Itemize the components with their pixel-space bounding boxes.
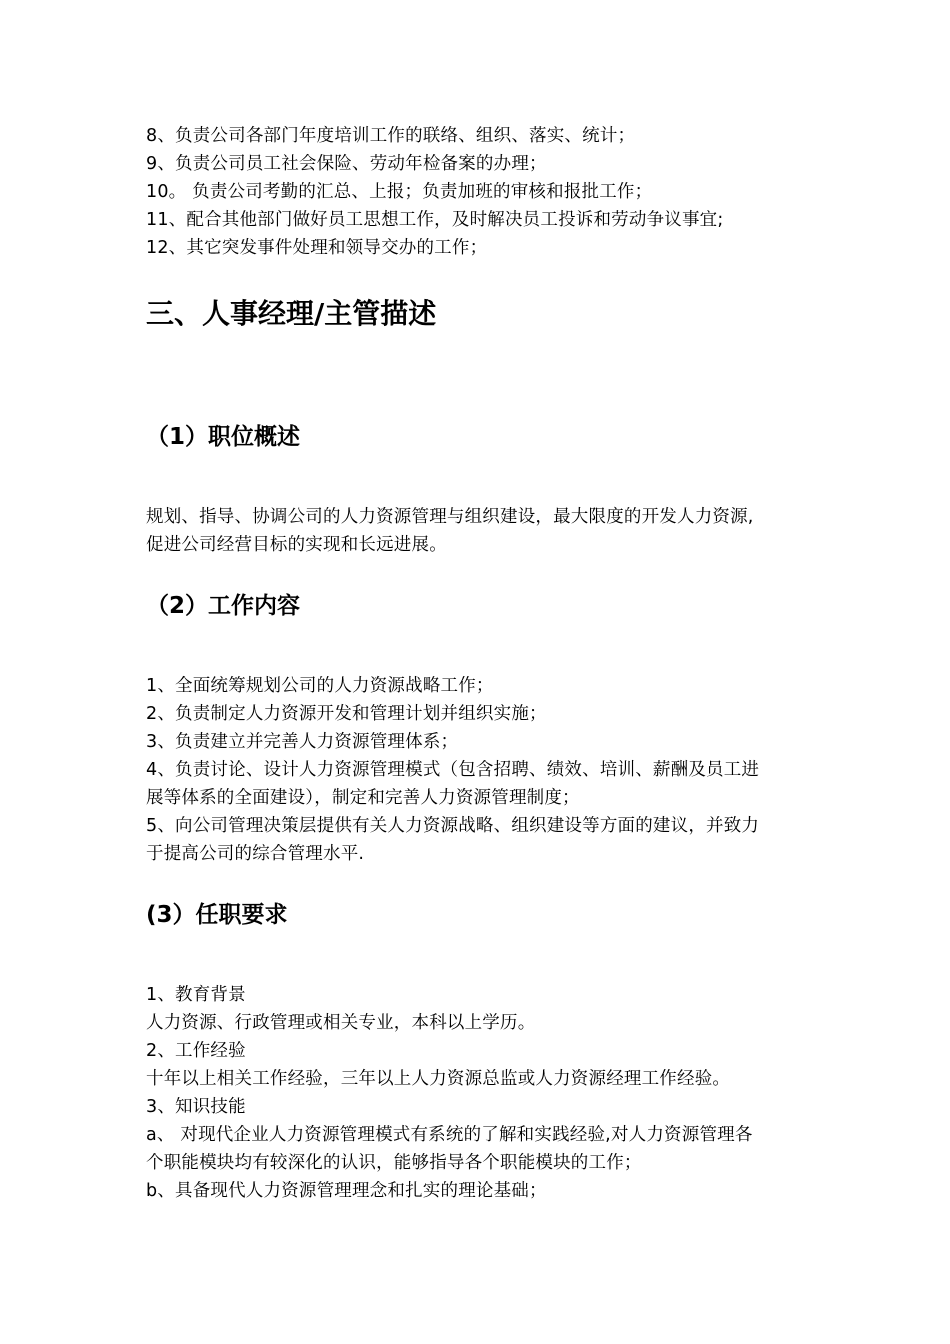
list-item: 2、工作经验 bbox=[146, 1041, 246, 1061]
list-item: 8、负责公司各部门年度培训工作的联络、组织、落实、统计； bbox=[146, 126, 636, 146]
list-item: 十年以上相关工作经验，三年以上人力资源总监或人力资源经理工作经验。 bbox=[146, 1069, 731, 1089]
list-item: 1、教育背景 bbox=[146, 985, 246, 1005]
list-item: b、具备现代人力资源管理理念和扎实的理论基础； bbox=[146, 1181, 547, 1201]
list-item: 10。 负责公司考勤的汇总、上报；负责加班的审核和报批工作； bbox=[146, 182, 653, 202]
list-item: 3、负责建立并完善人力资源管理体系； bbox=[146, 732, 459, 752]
subsection-heading-overview: （1）职位概述 bbox=[146, 424, 301, 450]
list-item: 3、知识技能 bbox=[146, 1097, 246, 1117]
list-item: 12、其它突发事件处理和领导交办的工作； bbox=[146, 238, 488, 258]
paragraph-line: 促进公司经营目标的实现和长远进展。 bbox=[146, 535, 447, 555]
list-item: 个职能模块均有较深化的认识，能够指导各个职能模块的工作； bbox=[146, 1153, 642, 1173]
list-item: 9、负责公司员工社会保险、劳动年检备案的办理； bbox=[146, 154, 547, 174]
subsection-heading-work-content: （2）工作内容 bbox=[146, 593, 301, 619]
paragraph-line: 规划、指导、协调公司的人力资源管理与组织建设，最大限度的开发人力资源, bbox=[146, 507, 754, 527]
list-item: 1、全面统筹规划公司的人力资源战略工作； bbox=[146, 676, 494, 696]
section-title: 三、人事经理/主管描述 bbox=[146, 297, 437, 330]
subsection-heading-requirements: (3）任职要求 bbox=[146, 902, 288, 928]
list-item: 4、负责讨论、设计人力资源管理模式（包含招聘、绩效、培训、薪酬及员工进 bbox=[146, 760, 760, 780]
list-item: 人力资源、行政管理或相关专业，本科以上学历。 bbox=[146, 1013, 536, 1033]
list-item: 于提高公司的综合管理水平. bbox=[146, 844, 365, 864]
list-item: a、 对现代企业人力资源管理模式有系统的了解和实践经验,对人力资源管理各 bbox=[146, 1125, 753, 1145]
list-item: 展等体系的全面建设），制定和完善人力资源管理制度； bbox=[146, 788, 580, 808]
list-item: 11、配合其他部门做好员工思想工作，及时解决员工投诉和劳动争议事宜; bbox=[146, 210, 724, 230]
list-item: 5、向公司管理决策层提供有关人力资源战略、组织建设等方面的建议，并致力 bbox=[146, 816, 760, 836]
list-item: 2、负责制定人力资源开发和管理计划并组织实施； bbox=[146, 704, 547, 724]
